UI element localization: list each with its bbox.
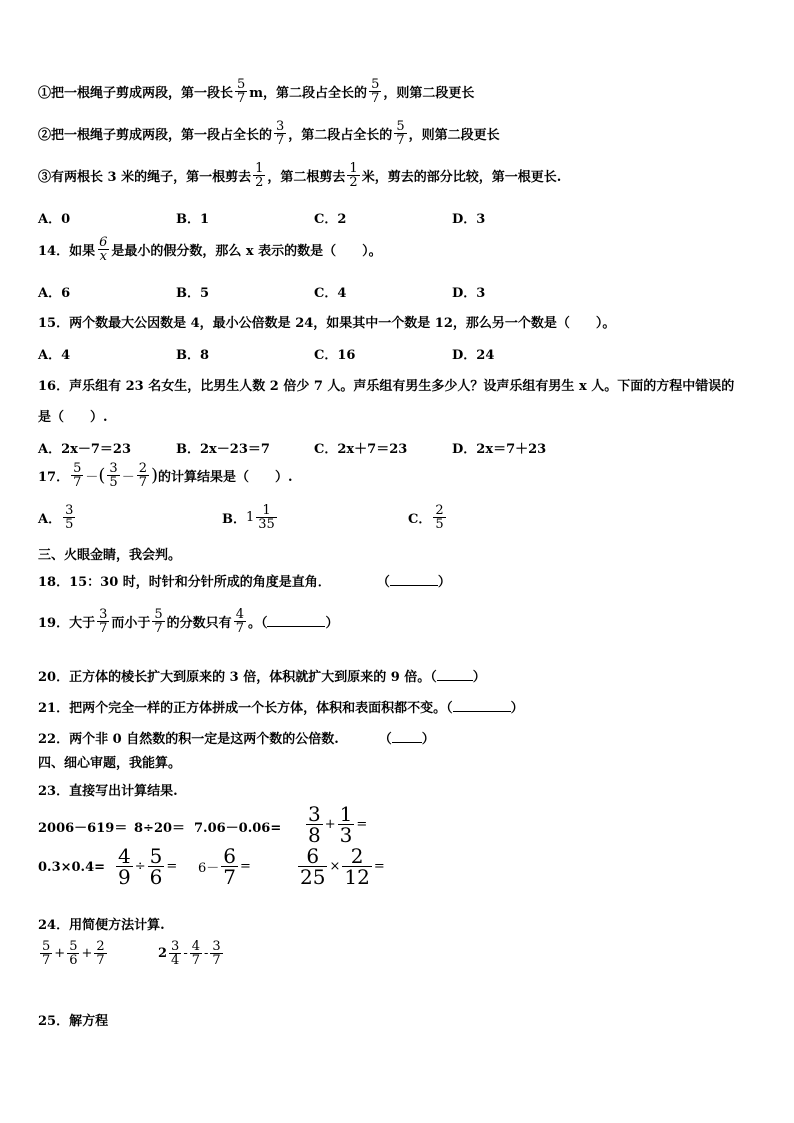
q16-option-d[interactable]: D．2x＝7＋23 (452, 442, 547, 457)
fraction: $\frac{2}{12}$ (344, 844, 370, 889)
q13-statement-3 (38, 162, 561, 189)
answer-blank[interactable] (390, 575, 438, 586)
fraction: $\frac{2}{5}$ (435, 503, 444, 532)
text: 的计算结果是（ ）. (158, 470, 293, 485)
paren: ) (151, 465, 159, 486)
q15-option-c[interactable]: C．16 (314, 348, 356, 363)
operator: × (329, 859, 341, 874)
fraction: $\frac{2}{7}$ (138, 461, 147, 490)
fraction: $\frac{5}{7}$ (371, 77, 380, 106)
text: ，则第二段更长 (383, 86, 475, 101)
fraction: $\frac{3}{7}$ (99, 607, 108, 636)
text: ②把一根绳子剪成两段，第一段占全长的 (38, 128, 273, 143)
q15-question: 15．两个数最大公因数是 4，最小公倍数是 24，如果其中一个数是 12，那么另一个数是（ ）。 (38, 316, 616, 331)
q15-option-b[interactable]: B．8 (176, 348, 210, 363)
answer-blank[interactable] (392, 732, 422, 743)
fraction: $\frac{3}{5}$ (65, 503, 74, 532)
operator: + (81, 946, 93, 961)
operator: + (324, 817, 336, 832)
operator: － (121, 470, 135, 485)
section-heading-3: 三、火眼金睛，我会判。 (38, 548, 182, 563)
fraction: $\frac{6}{25}$ (300, 844, 326, 889)
q14-option-c[interactable]: C．4 (314, 286, 347, 301)
fraction: $\frac{3}{7}$ (212, 939, 221, 968)
operator: － (85, 470, 99, 485)
q23-expr-2: 8÷20＝ (134, 821, 186, 836)
fraction: $\frac{5}{7}$ (154, 607, 163, 636)
text: 18．15：30 时，时针和分针所成的角度是直角． (38, 575, 331, 590)
text: ③有两根长 3 米的绳子，第一根剪去 (38, 170, 252, 185)
q16-option-a[interactable]: A．2x－7＝23 (38, 442, 132, 457)
operator: ÷ (134, 859, 146, 874)
fraction: $\frac{1}{2}$ (349, 161, 358, 190)
q14-question (38, 236, 382, 263)
fraction: $\frac{4}{7}$ (191, 939, 201, 968)
q18-statement: 18．15：30 时，时针和分针所成的角度是直角． （ ） (38, 571, 451, 590)
q14-option-b[interactable]: B．5 (176, 286, 210, 301)
q14-option-d[interactable]: D．3 (452, 286, 486, 301)
fraction: $\frac{4}{7}$ (235, 607, 244, 636)
q24-title: 24．用简便方法计算. (38, 918, 165, 933)
fraction: $\frac{5}{7}$ (237, 77, 246, 106)
q13-option-b[interactable]: B．1 (176, 212, 210, 227)
q25-title: 25．解方程 (38, 1014, 109, 1029)
text: 而小于 (111, 616, 151, 631)
q17-option-b[interactable]: B． 1 $\frac{1}{35}$ (222, 503, 275, 532)
q14-option-a[interactable]: A．6 (38, 286, 71, 301)
fraction: $\frac{6}{7}$ (223, 844, 237, 889)
fraction: $\frac{1}{3}$ (339, 802, 353, 847)
fraction: $\frac{1}{35}$ (258, 503, 275, 532)
q19-statement: 19．大于 $\frac{3}{7}$ 而小于 $\frac{5}{7}$ 的分数只有 $\frac{4}{7}$ 。（ ） (38, 607, 339, 636)
q23-expr-4: $\frac{3}{8}$ + $\frac{1}{3}$ = (308, 802, 368, 847)
text: 20．正方体的棱长扩大到原来的 3 倍，体积就扩大到原来的 9 倍。（ (38, 670, 437, 685)
fraction: $\frac{5}{7}$ (396, 119, 405, 148)
fraction: $\frac{6}{x}$ (99, 235, 108, 264)
q23-expr-8: $\frac{6}{25}$ × $\frac{2}{12}$ = (300, 844, 385, 889)
text: 的分数只有 (166, 616, 232, 631)
text: 21．把两个完全一样的正方体拼成一个长方体，体积和表面积都不变。（ (38, 701, 453, 716)
text: m，第二段占全长的 (249, 86, 368, 101)
fraction: $\frac{2}{7}$ (96, 939, 105, 968)
q17-option-a[interactable]: A． $\frac{3}{5}$ (38, 503, 74, 532)
q21-statement: 21．把两个完全一样的正方体拼成一个长方体，体积和表面积都不变。（ ） (38, 697, 524, 716)
answer-blank[interactable] (437, 670, 473, 681)
paren: ( (98, 465, 106, 486)
section-heading-4: 四、细心审题，我能算。 (38, 756, 182, 771)
q13-option-a[interactable]: A．0 (38, 212, 71, 227)
fraction: $\frac{4}{9}$ (118, 844, 131, 889)
operator: + (54, 946, 66, 961)
q13-option-c[interactable]: C．2 (314, 212, 347, 227)
q13-statement-1 (38, 78, 474, 105)
q20-statement: 20．正方体的棱长扩大到原来的 3 倍，体积就扩大到原来的 9 倍。（ ） (38, 666, 486, 685)
text: ①把一根绳子剪成两段，第一段长 (38, 86, 234, 101)
text: ，第二根剪去 (267, 170, 346, 185)
text: 14．如果 (38, 244, 96, 259)
fraction: $\frac{1}{2}$ (255, 161, 264, 190)
operator: - (183, 946, 188, 961)
q15-option-a[interactable]: A．4 (38, 348, 71, 363)
text: ，则第二段更长 (408, 128, 500, 143)
fraction: $\frac{5}{7}$ (42, 939, 51, 968)
q23-title: 23．直接写出计算结果. (38, 784, 178, 799)
q17-question (38, 462, 293, 489)
q15-option-d[interactable]: D．24 (452, 348, 495, 363)
q23-expr-6: $\frac{4}{9}$ ÷ $\frac{5}{6}$ = (118, 844, 178, 889)
q22-statement: 22．两个非 0 自然数的积一定是这两个数的公倍数. （ ） (38, 728, 435, 747)
q23-expr-7: 6－ $\frac{6}{7}$ = (198, 844, 251, 889)
fraction: $\frac{3}{5}$ (109, 461, 118, 490)
q24-expr-b: 2 $\frac{3}{4}$ - $\frac{4}{7}$ - $\frac{3}{7}$ (158, 939, 221, 968)
q16-question-line2: 是（ ）. (38, 410, 108, 425)
q16-option-b[interactable]: B．2x－23＝7 (176, 442, 270, 457)
text: 22．两个非 0 自然数的积一定是这两个数的公倍数. (38, 732, 339, 747)
fraction: $\frac{3}{8}$ (308, 802, 321, 847)
question-number: 17． (38, 470, 70, 485)
q17-option-c[interactable]: C． $\frac{2}{5}$ (408, 503, 444, 532)
fraction: $\frac{5}{7}$ (73, 461, 82, 490)
text: 19．大于 (38, 616, 96, 631)
q24-expr-a (38, 940, 109, 967)
operator: - (204, 946, 209, 961)
q16-option-c[interactable]: C．2x＋7＝23 (314, 442, 408, 457)
fraction: $\frac{3}{7}$ (276, 119, 285, 148)
text: 米，剪去的部分比较，第一根更长. (361, 170, 562, 185)
q13-option-d[interactable]: D．3 (452, 212, 486, 227)
q23-expr-5: 0.3×0.4= (38, 860, 106, 875)
q13-statement-2 (38, 120, 500, 147)
fraction: $\frac{5}{6}$ (69, 939, 78, 968)
text: ，第二段占全长的 (288, 128, 393, 143)
text: 是最小的假分数，那么 x 表示的数是（ ）。 (111, 244, 382, 259)
fraction: $\frac{5}{6}$ (149, 844, 163, 889)
answer-blank[interactable] (267, 616, 325, 627)
q23-expr-3: 7.06－0.06= (194, 821, 282, 836)
answer-blank[interactable] (453, 701, 511, 712)
q16-question-line1: 16．声乐组有 23 名女生，比男生人数 2 倍少 7 人。声乐组有男生多少人？设声乐组有男生 x 人。下面的方程中错误的 (38, 379, 735, 394)
fraction: $\frac{3}{4}$ (171, 939, 180, 968)
q23-expr-1: 2006－619＝ (38, 821, 128, 836)
